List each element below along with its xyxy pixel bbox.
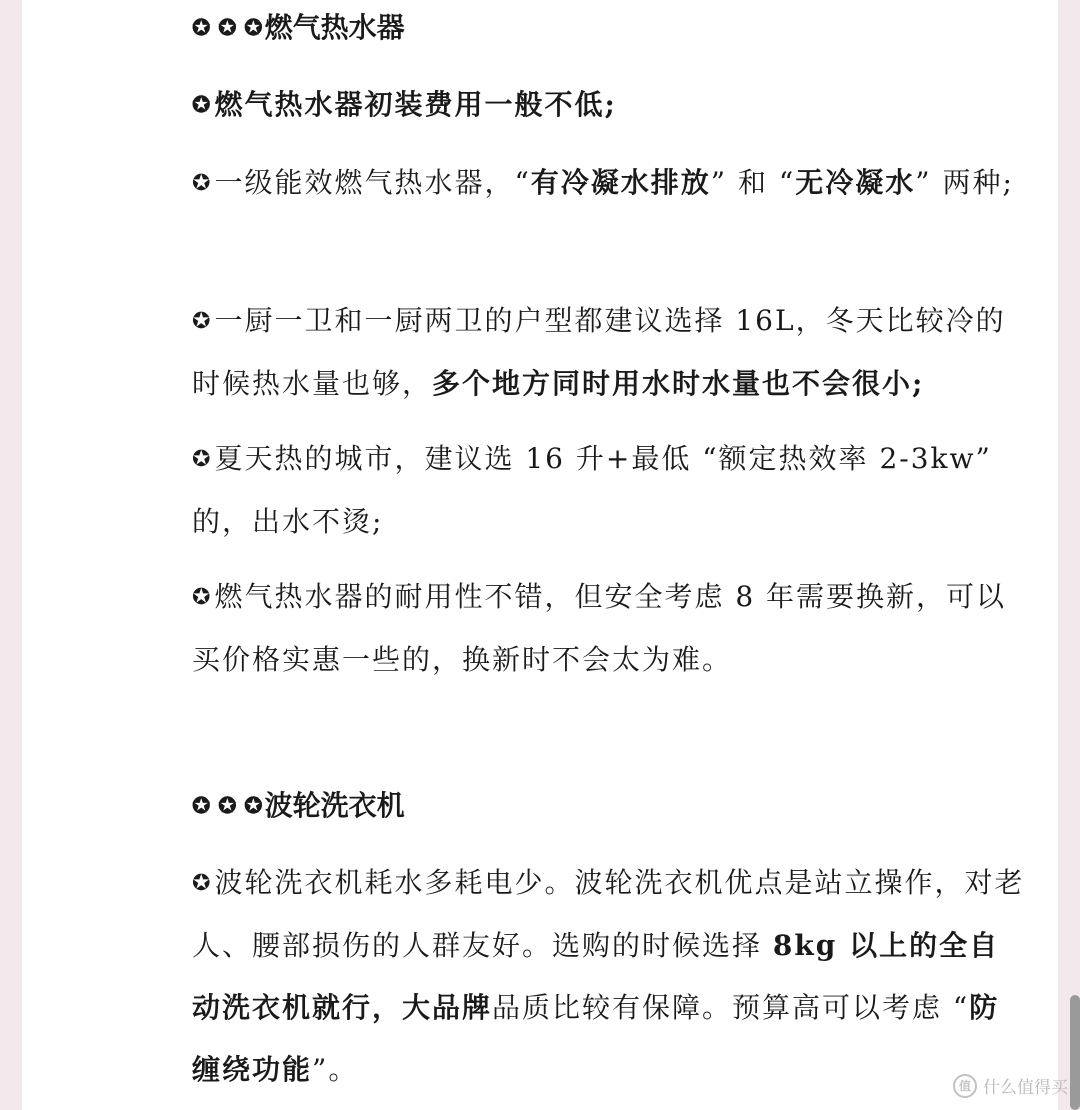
paragraph-durability: ✪燃气热水器的耐用性不错，但安全考虑 8 年需要换新，可以买价格实惠一些的，换新时不会太为难。 [192, 566, 1027, 691]
paragraph-household-size: ✪一厨一卫和一厨两卫的户型都建议选择 16L，冬天比较冷的时候热水量也够，多个地方同时用水时水量也不会很小; [192, 290, 1027, 415]
scrollbar-thumb[interactable] [1070, 995, 1080, 1110]
star-icon: ✪ [192, 871, 213, 896]
paragraph-hot-climate: ✪夏天热的城市，建议选 16 升+最低 “额定热效率 2-3kw” 的，出水不烫; [192, 428, 1027, 553]
heading-text: 波轮洗衣机 [264, 789, 405, 822]
star-icon: ✪ [192, 171, 213, 196]
document-page [22, 0, 1058, 1110]
watermark-text: 什么值得买 [983, 1078, 1068, 1098]
paragraph-install-cost: ✪燃气热水器初装费用一般不低; [192, 74, 1027, 136]
star-icon: ✪ [192, 585, 213, 610]
star-icon: ✪ [192, 92, 213, 118]
star-icons: ✪ ✪ ✪ [192, 793, 263, 819]
smzdm-logo-icon: 值 [953, 1074, 977, 1098]
heading-text: 燃气热水器 [264, 11, 405, 44]
paragraph-washing-machine: ✪波轮洗衣机耗水多耗电少。波轮洗衣机优点是站立操作，对老人、腰部损伤的人群友好。选购的时候选择 8kg 以上的全自动洗衣机就行，大品牌品质比较有保障。预算高可以考虑 “防缠绕功能”。 [192, 852, 1027, 1101]
star-icon: ✪ [192, 309, 213, 334]
section-heading-gas-water-heater [192, 8, 405, 48]
site-watermark [953, 1073, 1068, 1098]
star-icons: ✪ ✪ ✪ [192, 15, 263, 41]
paragraph-energy-efficiency: ✪一级能效燃气热水器，“有冷凝水排放” 和 “无冷凝水” 两种; [192, 152, 1027, 215]
section-heading-washing-machine [192, 786, 405, 826]
star-icon: ✪ [192, 447, 213, 472]
